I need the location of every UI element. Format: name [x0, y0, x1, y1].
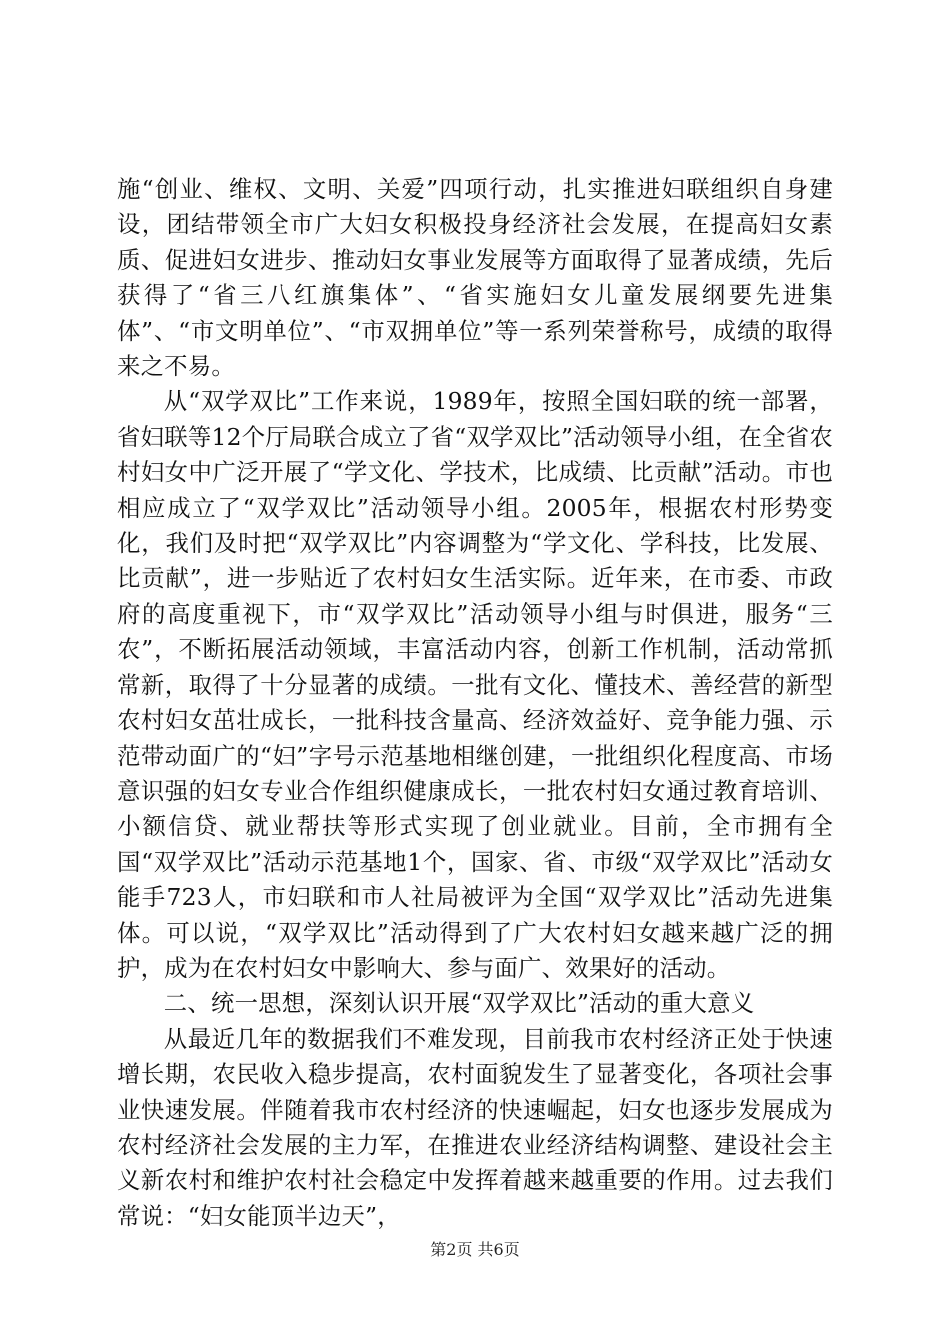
- document-body: [117, 172, 833, 1234]
- paragraph-rural-economy: 从最近几年的数据我们不难发现，目前我市农村经济正处于快速增长期，农民收入稳步提高，农村面貌发生了显著变化，各项社会事业快速发展。伴随着我市农村经济的快速崛起，妇女也逐步发展成为农村经济社会发展的主力军，在推进农业经济结构调整、建设社会主义新农村和维护农村社会稳定中发挥着越来越重要的作用。过去我们常说：“妇女能顶半边天”，: [117, 1024, 833, 1230]
- paragraph-shuangxue-shuangbi-history: 从“双学双比”工作来说，1989年，按照全国妇联的统一部署，省妇联等12个厅局联合成立了省“双学双比”活动领导小组，在全省农村妇女中广泛开展了“学文化、学技术，比成绩、比贡献”活动。市也相应成立了“双学双比”活动领导小组。2005年，根据农村形势变化，我们及时把“双学双比”内容调整为“学文化、学科技，比发展、比贡献”，进一步贴近了农村妇女生活实际。近年来，在市委、市政府的高度重视下，市“双学双比”活动领导小组与时俱进，服务“三农”，不断拓展活动领域，丰富活动内容，创新工作机制，活动常抓常新，取得了十分显著的成绩。一批有文化、懂技术、善经营的新型农村妇女茁壮成长，一批科技含量高、经济效益好、竞争能力强、示范带动面广的“妇”字号示范基地相继创建，一批组织化程度高、市场意识强的妇女专业合作组织健康成长，一批农村妇女通过教育培训、小额信贷、就业帮扶等形式实现了创业就业。目前，全市拥有全国“双学双比”活动示范基地1个，国家、省、市级“双学双比”活动女能手723人，市妇联和市人社局被评为全国“双学双比”活动先进集体。可以说，“双学双比”活动得到了广大农村妇女越来越广泛的拥护，成为在农村妇女中影响大、参与面广、效果好的活动。: [117, 387, 833, 982]
- paragraph-continuation: 施“创业、维权、文明、关爱”四项行动，扎实推进妇联组织自身建设，团结带领全市广大妇女积极投身经济社会发展，在提高妇女素质、促进妇女进步、推动妇女事业发展等方面取得了显著成绩，先后获得了“省三八红旗集体”、“省实施妇女儿童发展纲要先进集体”、“市文明单位”、“市双拥单位”等一系列荣誉称号，成绩的取得来之不易。: [117, 175, 833, 381]
- section-heading-2: 二、统一思想，深刻认识开展“双学双比”活动的重大意义: [163, 989, 755, 1018]
- page-number-footer: 第2页 共6页: [430, 1240, 520, 1259]
